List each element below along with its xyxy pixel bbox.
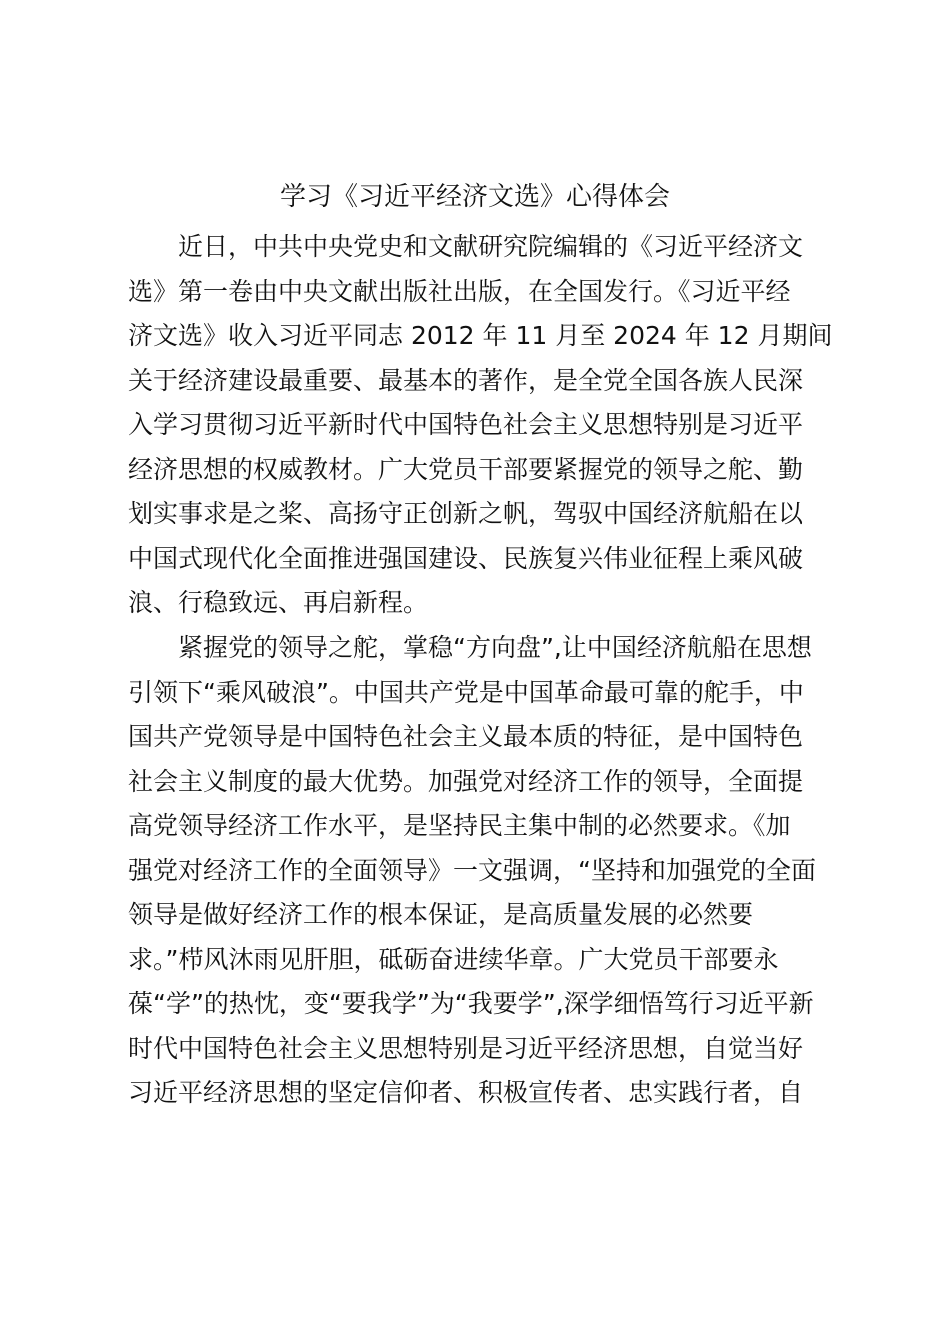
text-line: 国共产党领导是中国特色社会主义最本质的特征，是中国特色 (128, 722, 804, 751)
text-line: 领导是做好经济工作的根本保证，是高质量发展的必然要 (128, 900, 754, 929)
text-line: 葆“学”的热忱，变“要我学”为“我要学”,深学细悟笃行习近平新 (128, 989, 814, 1018)
text-line: 关于经济建设最重要、最基本的著作，是全党全国各族人民深 (128, 365, 804, 395)
text-line: 习近平经济思想的坚定信仰者、积极宣传者、忠实践行者，自 (128, 1078, 804, 1107)
text-line: 高党领导经济工作水平，是坚持民主集中制的必然要求。《加 (128, 811, 791, 840)
paragraph-1 (128, 225, 833, 626)
text-line: 划实事求是之桨、高扬守正创新之帆，驾驭中国经济航船在以 (128, 499, 804, 528)
text-line: 中国式现代化全面推进强国建设、民族复兴伟业征程上乘风破 (128, 543, 804, 573)
paragraph-2 (128, 626, 828, 1116)
text-line: 强党对经济工作的全面领导》一文强调，“坚持和加强党的全面 (128, 855, 816, 885)
text-line: 引领下“乘风破浪”。中国共产党是中国革命最可靠的舵手，中 (128, 677, 804, 707)
text-line: 近日，中共中央党史和文献研究院编辑的《习近平经济文 (178, 232, 804, 261)
text-line: 浪、行稳致远、再启新程。 (128, 588, 429, 617)
text-line: 选》第一卷由中央文献出版社出版，在全国发行。《习近平经 (128, 276, 791, 306)
text-line: 入学习贯彻习近平新时代中国特色社会主义思想特别是习近平 (128, 410, 804, 439)
document-title: 学习《习近平经济文选》心得体会 (279, 182, 670, 212)
text-line: 经济思想的权威教材。广大党员干部要紧握党的领导之舵、勤 (128, 454, 804, 484)
text-line: 社会主义制度的最大优势。加强党对经济工作的领导，全面提 (128, 766, 804, 796)
text-line: 求。”栉风沐雨见肝胆，砥砺奋进续华章。广大党员干部要永 (128, 944, 779, 974)
text-line: 济文选》收入习近平同志 2012 年 11 月至 2024 年 12 月期间 (128, 321, 833, 350)
text-line: 时代中国特色社会主义思想特别是习近平经济思想，自觉当好 (128, 1033, 804, 1063)
text-line: 紧握党的领导之舵，掌稳“方向盘”,让中国经济航船在思想 (178, 633, 812, 662)
